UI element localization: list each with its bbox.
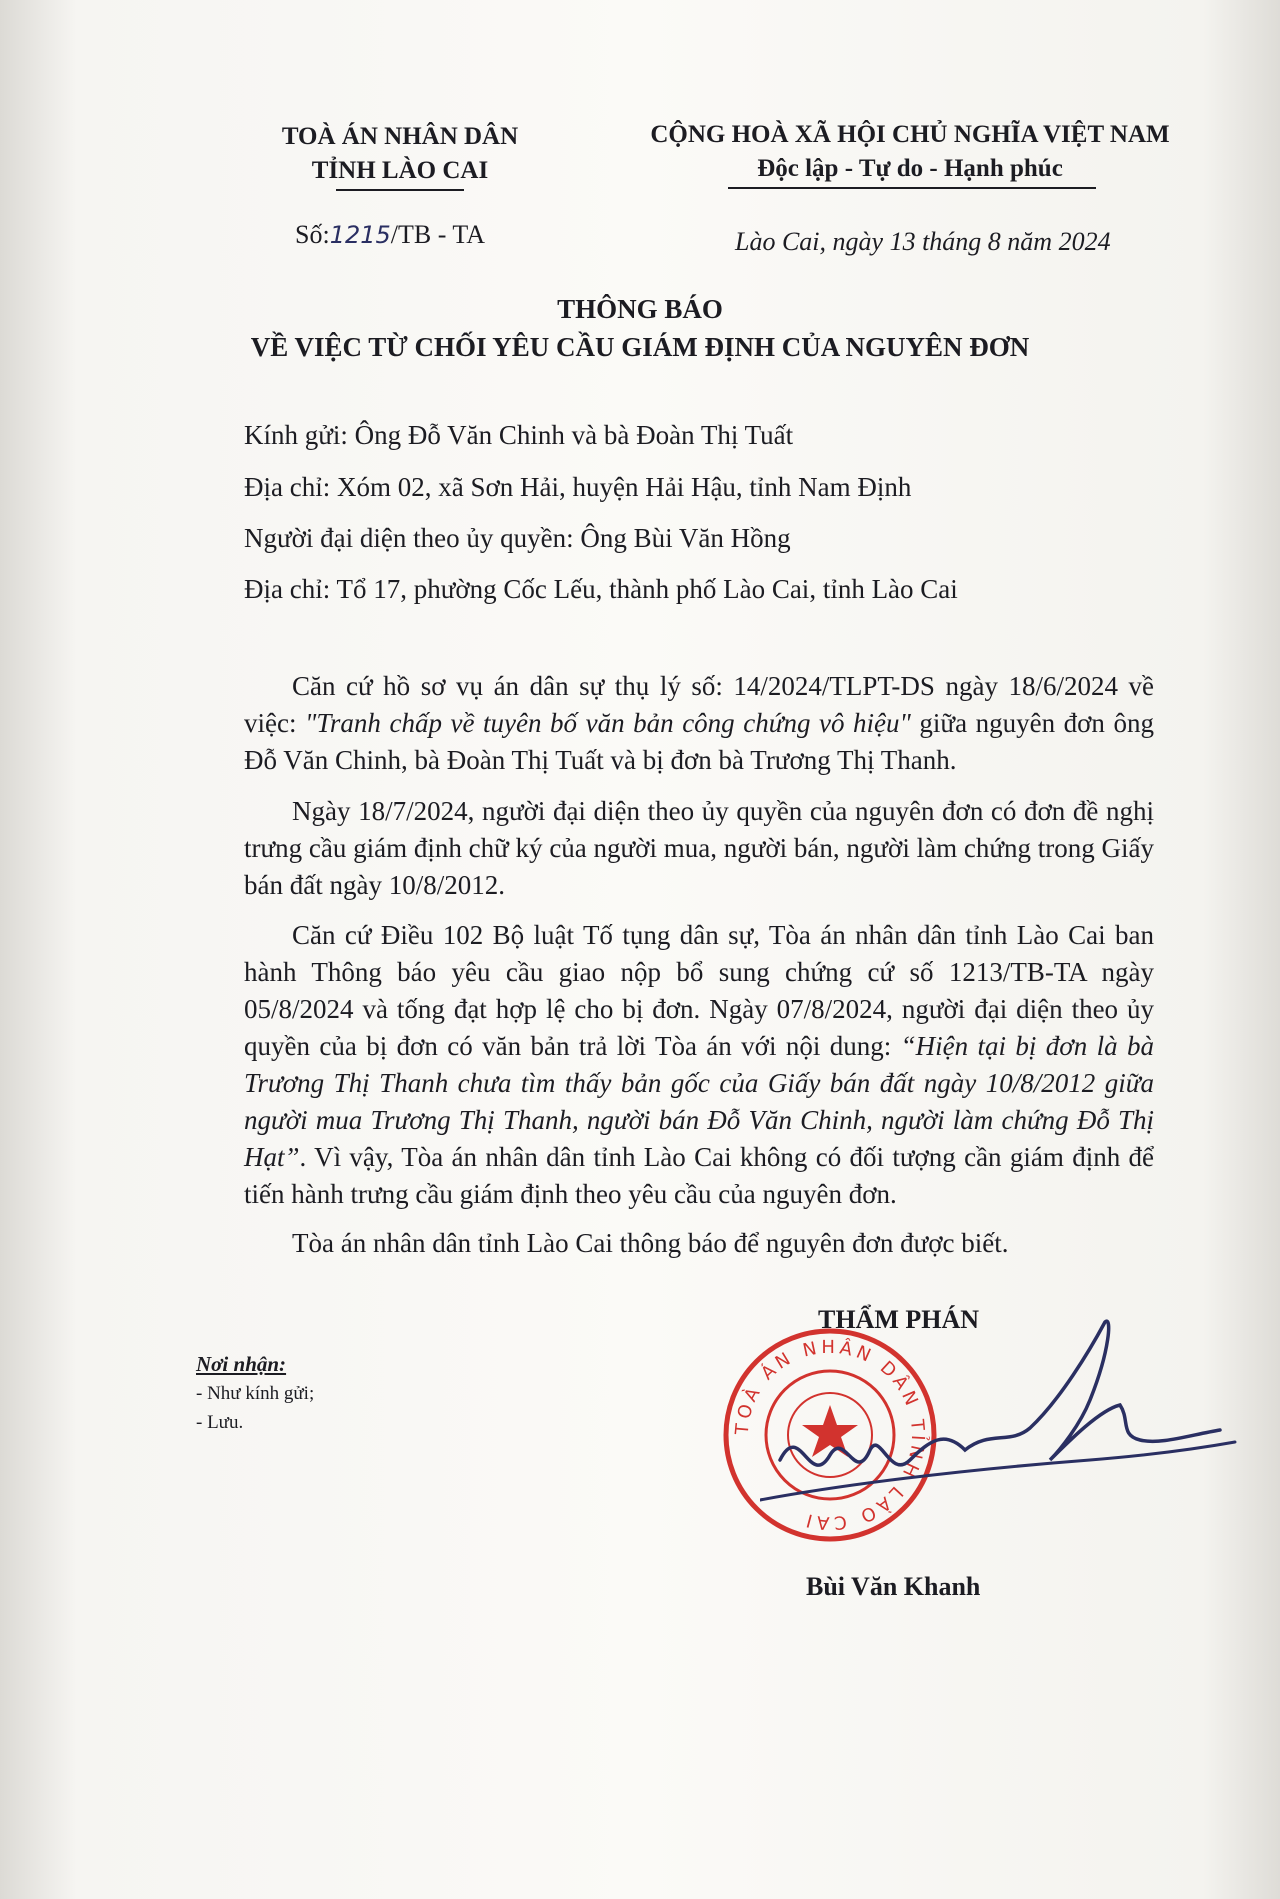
p4-text: Tòa án nhân dân tỉnh Lào Cai thông báo để nguyên đơn được biết. — [292, 1228, 1009, 1258]
paragraph-3 — [244, 917, 1154, 1213]
p3-quote: “Hiện tại bị đơn là bà Trương Thị Thanh chưa tìm thấy bản gốc của Giấy bán đất ngày 10/8/2012 giữa người mua Trương Thị Thanh, người bán Đỗ Văn Chinh, người làm chứng Đỗ Thị Hạt” — [244, 1031, 1154, 1172]
court-name-line1: TOÀ ÁN NHÂN DÂN — [281, 123, 519, 150]
p1-dispute-title: "Tranh chấp về tuyên bố văn bản công chứng vô hiệu" — [305, 708, 911, 738]
court-name — [250, 120, 550, 188]
national-subtitle: Độc lập - Tự do - Hạnh phúc — [757, 155, 1063, 182]
court-underline — [336, 189, 464, 191]
p3-text-a: Căn cứ Điều 102 Bộ luật Tố tụng dân sự, Tòa án nhân dân tỉnh Lào Cai ban hành Thông báo yêu cầu giao nộp bổ sung chứng cứ số 1213/TB-TA ngày 05/8/2024 và tống đạt hợp lệ cho bị đơn. Ngày 07/8/2024, người đại diện theo ủy quyền của bị đơn có văn bản trả lời Tòa án với nội dung: — [244, 920, 1154, 1061]
doc-number-handwritten: 1215 — [329, 221, 391, 249]
document-number — [295, 218, 485, 252]
addressee-representative: Người đại diện theo ủy quyền: Ông Bùi Văn Hồng — [244, 523, 791, 553]
document-date: Lào Cai, ngày 13 tháng 8 năm 2024 — [735, 227, 1111, 256]
addressee-address: Địa chỉ: Xóm 02, xã Sơn Hải, huyện Hải Hậu, tỉnh Nam Định — [244, 472, 912, 502]
motto-underline — [728, 187, 1096, 189]
p1-text-b: giữa nguyên đơn ông Đỗ Văn Chinh, bà Đoàn Thị Tuất và bị đơn bà Trương Thị Thanh. — [244, 708, 1154, 775]
document-title: THÔNG BÁO — [557, 294, 723, 324]
recipients-title: Nơi nhận: — [196, 1352, 287, 1376]
signer-name: Bùi Văn Khanh — [806, 1572, 981, 1601]
representative-address: Địa chỉ: Tổ 17, phường Cốc Lếu, thành phố Lào Cai, tỉnh Lào Cai — [244, 574, 958, 604]
seal-text: TOÀ ÁN NHÂN DÂN TỈNH LÀO CAI — [731, 1336, 929, 1534]
national-motto — [630, 118, 1190, 186]
recipients-block — [196, 1350, 314, 1437]
p1-text-a: Căn cứ hồ sơ vụ án dân sự thụ lý số: 14/2024/TLPT-DS ngày 18/6/2024 về việc: — [244, 671, 1154, 738]
document-subtitle: VỀ VIỆC TỪ CHỐI YÊU CẦU GIÁM ĐỊNH CỦA NGUYÊN ĐƠN — [250, 332, 1030, 362]
signature-role: THẨM PHÁN — [818, 1305, 980, 1334]
recipient-item: - Lưu. — [196, 1412, 244, 1433]
recipient-item: - Như kính gửi; — [196, 1383, 315, 1404]
p2-text: Ngày 18/7/2024, người đại diện theo ủy quyền của nguyên đơn có đơn đề nghị trưng cầu giám định chữ ký của người mua, người bán, người làm chứng trong Giấy bán đất ngày 10/8/2012. — [244, 796, 1154, 900]
doc-number-suffix: /TB - TA — [390, 220, 485, 249]
signature-icon — [760, 1310, 1240, 1530]
court-name-line2: TỈNH LÀO CAI — [311, 157, 489, 184]
paragraph-2 — [244, 793, 1154, 904]
p3-text-b: . Vì vậy, Tòa án nhân dân tỉnh Lào Cai không có đối tượng cần giám định để tiến hành trưng cầu giám định theo yêu cầu của nguyên đơn. — [244, 1142, 1154, 1209]
paragraph-4 — [244, 1225, 1154, 1262]
national-title: CỘNG HOÀ XÃ HỘI CHỦ NGHĨA VIỆT NAM — [650, 121, 1170, 148]
addressee-to: Kính gửi: Ông Đỗ Văn Chinh và bà Đoàn Thị Tuất — [244, 420, 794, 450]
paragraph-1 — [244, 668, 1154, 779]
doc-number-prefix: Số: — [295, 220, 330, 249]
